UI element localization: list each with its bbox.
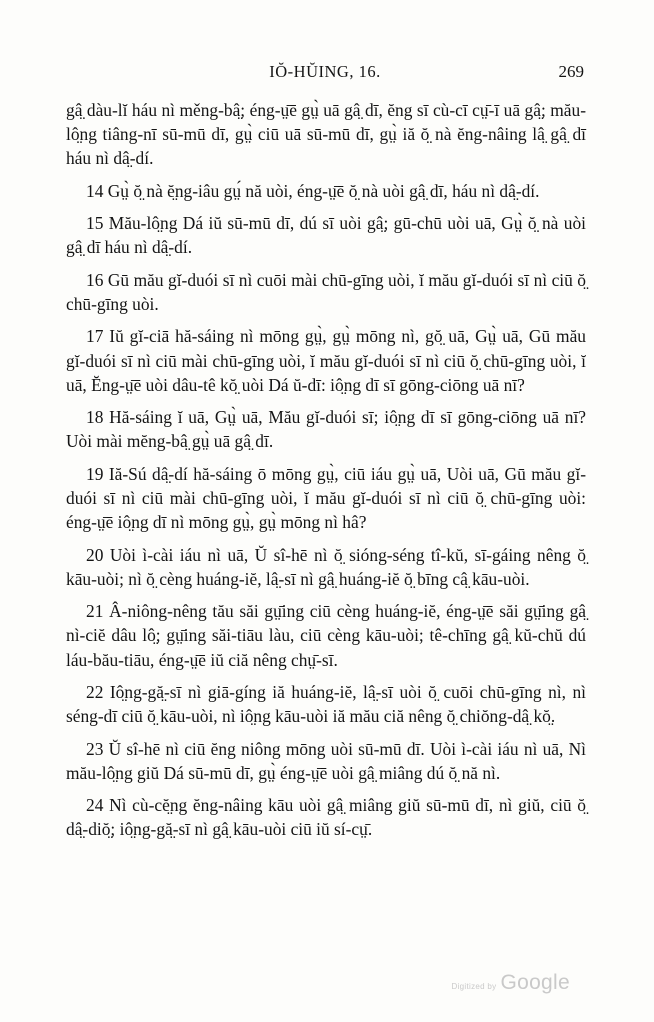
verse-22: 22 Iô̤ng-gă̤-sī nì giā-gíng iă huáng-iĕ, lâ̤-sī uòi ŏ̤ cuōi chū-gīng nì, nì séng-dī ciū ŏ̤ kāu-uòi, nì iô̤ng kāu-uòi iă mău ciă nêng ŏ̤ chiŏng-dâ̤ kŏ̤. [66, 681, 586, 727]
running-title: IŎ-HŬING, 16. [269, 62, 381, 81]
verse-15: 15 Mău-lô̤ng Dá iŭ sū-mū dī, dú sī uòi gâ̤; gū-chū uòi uā, Gṳ̀ ŏ̤ nà uòi gâ̤ dī háu nì dâ̤-dí. [66, 213, 586, 258]
running-header [66, 62, 584, 88]
verse-14: 14 Gṳ̀ ŏ̤ nà ĕ̤ng-iâu gṳ́ nă uòi, éng-ṳ̄ē ŏ̤ nà uòi gâ̤ dī, háu nì dâ̤-dí. [86, 180, 540, 201]
verse-17: 17 Iŭ gĭ-ciā hă-sáing nì mōng gṳ̀, gṳ̀ mōng nì, gŏ̤ uā, Gṳ̀ uā, Gū mău gĭ-duói sī nì ciū mài chū-gīng uòi, ĭ mău gĭ-duói sī nì ciū ŏ̤ chū-gīng uòi, ĭ uā, Ĕng-ṳ̄ē uòi dâu-tê kŏ̤ uòi Dá ŭ-dī: iô̤ng dī sī gōng-ciōng uā nī? [66, 326, 586, 395]
page-number: 269 [558, 62, 584, 81]
watermark-brand: Google [500, 971, 570, 994]
verse-23: 23 Ŭ sî-hē nì ciū ĕng niông mōng uòi sū-mū dī. Uòi ì-cài iáu nì uā, Nì mău-lô̤ng giŭ Dá sū-mū dī, gṳ̀ éng-ṳ̄ē uòi gâ̤ miâng dú ŏ̤ nă nì. [66, 738, 586, 783]
verse-24: 24 Nì cù-cĕ̤ng ĕng-nâing kāu uòi gâ̤ miâng giŭ sū-mū dī, nì giŭ, ciū ŏ̤ dâ̤-diŏ̤; iô̤ng-gă̤-sī nì gâ̤ kāu-uòi ciū iŭ sí-cṳ̄. [66, 795, 586, 840]
verse-20: 20 Uòi ì-cài iáu nì uā, Ŭ sî-hē nì ŏ̤ sióng-séng tî-kŭ, sī-gáing nêng ŏ̤ kāu-uòi; nì ŏ̤ cèng huáng-iĕ, lâ̤-sī nì gâ̤ huáng-iĕ ŏ̤ bīng câ̤ kāu-uòi. [66, 544, 586, 589]
verse-16: 16 Gū mău gĭ-duói sī nì cuōi mài chū-gīng uòi, ĭ mău gĭ-duói sī nì ciū ŏ̤ chū-gīng uòi. [66, 269, 586, 314]
verse-21: 21 Â-niông-nêng tău săi gṳ̄ing ciū cèng huáng-iĕ, éng-ṳ̄ē săi gṳ̄ing gâ̤ nì-ciĕ dâu lô̤; gṳ̄ing săi-tiāu làu, ciū cèng kāu-uòi; tê-chīng gâ̤ kŭ-chŭ dú láu-bău-tiāu, éng-ṳ̄ē iŭ ciă nêng chṳ̄-sī. [66, 601, 586, 670]
watermark-prefix: Digitized by [451, 982, 497, 991]
paragraph-continuation: gâ̤ dàu-lĭ háu nì měng-bâ̤; éng-ṳ̄ē gṳ̀ uā gâ̤ dī, ĕng sī cù-cī cṳ̄-ī uā gâ̤; mău-lô̤ng tiâng-nī sū-mū dī, gṳ̀ ciū uā sū-mū dī, gṳ̀ iă ŏ̤ nà ĕng-nâing lâ̤ gâ̤ dī háu nì dâ̤-dí. [66, 100, 586, 169]
digitized-watermark [452, 971, 570, 995]
body-text [66, 98, 586, 842]
verse-18: 18 Hă-sáing ĭ uā, Gṳ̀ uā, Mău gĭ-duói sī; iô̤ng dī sī gōng-ciōng uā nī? Uòi mài mĕng-bâ̤ gṳ̀ uā gâ̤ dī. [66, 407, 586, 452]
verse-19: 19 Iă-Sú dâ̤-dí hă-sáing ō mōng gṳ̀, ciū iáu gṳ̀ uā, Uòi uā, Gū mău gĭ-duói sī nì ciū mài chū-gīng uòi, ĭ mău gĭ-duói sī nì ciū ŏ̤ chū-gīng uòi: éng-ṳ̄ē iô̤ng dī nì mōng gṳ̀, gṳ̀ mōng nì hâ? [66, 463, 586, 533]
